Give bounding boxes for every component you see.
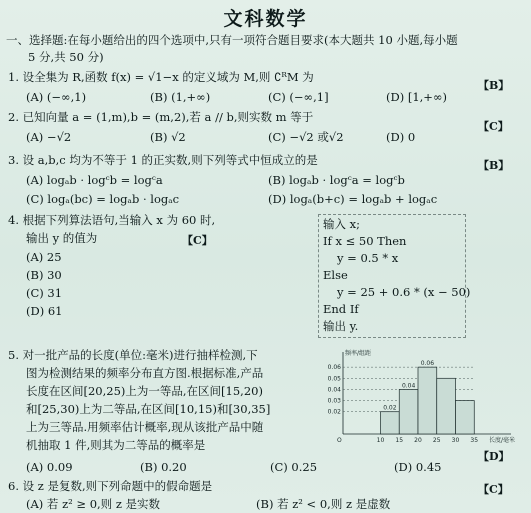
code-line-1: 输入 x;: [323, 217, 361, 231]
q5-line-4: 和[25,30)上为二等品,在区间[10,15)和[30,35]: [26, 402, 271, 416]
section-instruction-line1: 一、选择题:在每小题给出的四个选项中,只有一项符合题目要求(本大题共 10 小题,每小题: [6, 33, 458, 47]
q3-option-c: (C) logₐ(bc) = logₐb · logₐc: [26, 192, 180, 206]
q4-stem-line2: 输出 y 的值为: [26, 231, 98, 245]
q6-answer: 【C】: [478, 483, 509, 496]
code-line-3: y = 0.5 * x: [337, 251, 399, 265]
code-line-2: If x ≤ 50 Then: [323, 234, 407, 248]
q1-option-c: (C) (−∞,1]: [268, 90, 329, 104]
histogram-bar: [399, 389, 418, 434]
q2-option-a: (A) −√2: [26, 130, 72, 144]
x-tick-label: 15: [395, 437, 404, 444]
q3-option-a: (A) logₐb · logᶜb = logᶜa: [26, 173, 163, 187]
q1-option-d: (D) [1,+∞): [386, 90, 448, 104]
q2-option-c: (C) −√2 或√2: [268, 130, 344, 144]
q4-answer: 【C】: [182, 234, 213, 247]
y-axis-label: 频率/组距: [345, 350, 372, 357]
q4-option-d: (D) 61: [26, 304, 63, 318]
x-tick-label: 10: [376, 437, 385, 444]
q2-option-d: (D) 0: [386, 130, 416, 144]
q5-option-a: (A) 0.09: [26, 460, 73, 474]
q5-line-2: 图为检测结果的频率分布直方图.根据标准,产品: [26, 366, 264, 380]
q4-stem-line1: 4. 根据下列算法语句,当输入 x 为 60 时,: [8, 213, 216, 227]
section-instruction-line2: 5 分,共 50 分): [28, 50, 104, 64]
y-tick-label: 0.06: [327, 364, 341, 372]
code-line-4: Else: [323, 268, 348, 282]
q1-stem: 1. 设全集为 R,函数 f(x) = √1−x 的定义域为 M,则 ∁ᴿM 为: [8, 70, 314, 84]
q6-option-a: (A) 若 z² ≥ 0,则 z 是实数: [26, 497, 161, 511]
q1-option-a: (A) (−∞,1): [26, 90, 87, 104]
q3-option-b: (B) logₐb · logᶜa = logᶜb: [268, 173, 405, 187]
q4-option-c: (C) 31: [26, 286, 63, 300]
histogram-bar: [437, 378, 456, 434]
q2-option-b: (B) √2: [150, 130, 186, 144]
y-tick-label: 0.04: [327, 386, 341, 394]
bar-data-label: 0.02: [383, 404, 397, 412]
code-line-7: 输出 y.: [323, 319, 359, 333]
origin-label: O: [337, 437, 342, 444]
q6-option-b: (B) 若 z² < 0,则 z 是虚数: [256, 497, 391, 511]
bar-data-label: 0.04: [401, 382, 416, 390]
q4-option-b: (B) 30: [26, 268, 62, 282]
x-axis-label: 长度/毫米: [488, 437, 515, 444]
y-tick-label: 0.03: [327, 397, 341, 405]
histogram-bar: [418, 367, 437, 434]
q5-line-6: 机抽取 1 件,则其为二等品的概率是: [26, 438, 206, 452]
q1-option-b: (B) (1,+∞): [150, 90, 211, 104]
q5-option-b: (B) 0.20: [140, 460, 187, 474]
q1-answer: 【B】: [478, 79, 510, 92]
q6-stem: 6. 设 z 是复数,则下列命题中的假命题是: [8, 479, 213, 493]
q5-line-3: 长度在区间[20,25)上为一等品,在区间[15,20): [26, 384, 263, 398]
frequency-histogram: [317, 348, 519, 450]
x-tick-label: 30: [451, 437, 460, 444]
histogram-bar: [381, 412, 400, 434]
q5-option-d: (D) 0.45: [394, 460, 442, 474]
bar-data-label: 0.06: [420, 360, 435, 368]
x-tick-label: 25: [432, 437, 441, 444]
q4-option-a: (A) 25: [26, 250, 62, 264]
q5-line-1: 5. 对一批产品的长度(单位:毫米)进行抽样检测,下: [8, 348, 258, 362]
y-tick-label: 0.02: [327, 408, 341, 416]
x-tick-label: 20: [414, 437, 422, 444]
q3-answer: 【B】: [478, 159, 510, 172]
code-line-6: End If: [323, 302, 359, 316]
code-line-5: y = 25 + 0.6 * (x − 50): [337, 285, 471, 299]
x-tick-label: 35: [470, 437, 479, 444]
algorithm-box: [318, 214, 471, 338]
q5-answer: 【D】: [478, 450, 510, 463]
q2-answer: 【C】: [478, 120, 509, 133]
q3-stem: 3. 设 a,b,c 均为不等于 1 的正实数,则下列等式中恒成立的是: [8, 153, 318, 167]
histogram-bar: [456, 401, 475, 434]
q5-option-c: (C) 0.25: [270, 460, 318, 474]
page-title: 文科数学: [223, 8, 308, 30]
q5-line-5: 上为三等品.用频率估计概率,现从该批产品中随: [26, 420, 264, 434]
y-tick-label: 0.05: [327, 375, 341, 383]
q3-option-d: (D) logₐ(b+c) = logₐb + logₐc: [268, 192, 438, 206]
q2-stem: 2. 已知向量 a = (1,m),b = (m,2),若 a // b,则实数 m 等于: [8, 110, 314, 124]
